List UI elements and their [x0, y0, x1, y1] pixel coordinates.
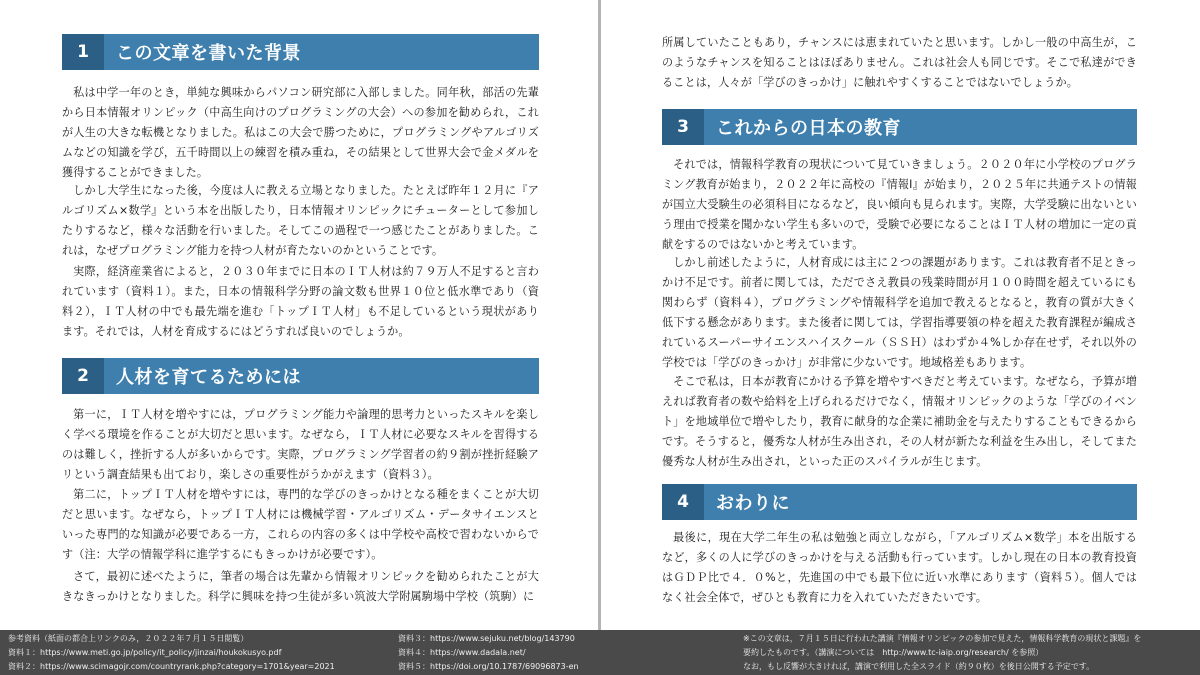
reference-2: 資料２：https://www.scimagojr.com/countryrank.php?category=1701&year=2021	[8, 662, 335, 671]
section-2-title: 人材を育てるためには	[116, 367, 301, 388]
section-1-header	[62, 34, 539, 70]
references-column-1	[8, 632, 388, 674]
paragraph: それでは，情報科学教育の現状について見ていきましょう。２０２０年に小学校のプログラミング教育が始まり，２０２２年に高校の『情報Ⅰ』が始まり，２０２５年に共通テストの情報が国立大受験生の必須科目になるなど，良い傾向も見られます。実際，大学受験に出ないという理由で授業を聞かない学生も多いので，受験で必要になることはＩＴ人材の増加に一定の貢献をするのではないかと考えています。	[662, 158, 1137, 251]
paragraph: 第一に，ＩＴ人材を増やすには，プログラミング能力や論理的思考力といったスキルを楽しく学べる環境を作ることが大切だと思います。なぜなら，ＩＴ人材に必要なスキルを習得するのは難しく，挫折する人が多いからです。実際，プログラミング学習者の約９割が挫折経験アリという調査結果も出ており，楽しさの重要性がうかがえます（資料３）。	[62, 408, 539, 481]
section-3-title: これからの日本の教育	[716, 118, 901, 139]
footer-note	[743, 632, 1193, 674]
section-4-number: 4	[662, 484, 704, 520]
section-2-header	[62, 358, 539, 394]
reference-4: 資料４：https://www.dadala.net/	[398, 648, 526, 657]
paragraph: しかし大学生になった後，今度は人に教える立場となりました。たとえば昨年１２月に『アルゴリズム×数学』という本を出版したり，日本情報オリンピックにチューターとして参加したりするなど，様々な活動を行いました。そしてこの過程で一つ感じたことがありました。これは，なぜプログラミング能力を持つ人材が育たないのかということです。	[62, 184, 539, 257]
section-4-header	[662, 484, 1137, 520]
paragraph: 実際，経済産業省によると，２０３０年までに日本のＩＴ人材は約７９万人不足すると言われています（資料１）。また，日本の情報科学分野の論文数も世界１０位と低水準であり（資料２），ＩＴ人材の中でも最先端を進む「トップＩＴ人材」も不足しているという現状があります。それでは，人材を育成するにはどうすれば良いのでしょうか。	[62, 265, 539, 338]
note-line-3: なお，もし反響が大きければ，講演で利用した全スライド（約９０枚）を後日公開する予定です。	[743, 662, 1095, 671]
note-line-1: ※この文章は，７月１５日に行われた講演『情報オリンピックの参加で見えた，情報科学教育の現状と課題』を	[743, 634, 1142, 643]
paragraph: さて，最初に述べたように，筆者の場合は先輩から情報オリンピックを勧められたことが大きなきっかけとなりました。科学に興味を持つ生徒が多い筑波大学附属駒場中学校（筑駒）に	[62, 570, 539, 603]
reference-1: 資料１：https://www.meti.go.jp/policy/it_policy/jinzai/houkokusyo.pdf	[8, 648, 282, 657]
section-4-title: おわりに	[716, 493, 790, 514]
paragraph: 私は中学一年のとき，単純な興味からパソコン研究部に入部しました。同年秋，部活の先輩から日本情報オリンピック（中高生向けのプログラミングの大会）への参加を勧められ，これが人生の大きな転機となりました。私はこの大会で勝つために，プログラミングやアルゴリズムなどの知識を学び，五千時間以上の練習を積み重ね，その結果として世界大会で金メダルを獲得することができました。	[62, 86, 539, 179]
section-3-number: 3	[662, 109, 704, 145]
section-2-number: 2	[62, 358, 104, 394]
footer-references	[0, 630, 1200, 675]
paragraph: そこで私は，日本が教育にかける予算を増やすべきだと考えています。なぜなら，予算が増えれば教育者の数や給料を上げられるだけでなく，情報オリンピックのような「学びのイベント」を地域単位で増やしたり，教育に献身的な企業に補助金を与えたりすることもできるからです。そうすると，優秀な人材が生み出され，その人材が新たな利益を生み出し，そしてまた優秀な人材が生み出され，といった正のスパイラルが生じます。	[662, 375, 1137, 468]
references-column-2	[398, 632, 728, 674]
reference-3: 資料３：https://www.sejuku.net/blog/143790	[398, 634, 575, 643]
paragraph: 最後に，現在大学二年生の私は勉強と両立しながら，「アルゴリズム×数学」本を出版するなど，多くの人に学びのきっかけを与える活動も行っています。しかし現在の日本の教育投資はＧＤＰ比で４．０%と，先進国の中でも最下位に近い水準にあります（資料５）。個人ではなく社会全体で，ぜひとも教育に力を入れていただきたいです。	[662, 531, 1137, 604]
paragraph: しかし前述したように，人材育成には主に２つの課題があります。これは教育者不足ときっかけ不足です。前者に関しては，ただでさえ教員の残業時間が月１００時間を超えているにも関わらず（資料４），プログラミングや情報科学を追加で教えるとなると，教育の質が大きく低下する懸念があります。また後者に関しては，学習指導要領の枠を超えた教育課程が編成されているスーパーサイエンスハイスクール（ＳＳＨ）はわずか４%しか存在せず，それ以外の学校では「学びのきっかけ」が非常に少ないです。地域格差もあります。	[662, 256, 1137, 369]
page-divider	[598, 0, 601, 630]
section-3-header	[662, 109, 1137, 145]
note-line-2: 要約したものです。（講演については http://www.tc-iaip.org/research/ を参照）	[743, 648, 1044, 657]
references-title: 参考資料（紙面の都合上リンクのみ，２０２２年７月１５日閲覧）	[8, 634, 249, 643]
reference-5: 資料５：https://doi.org/10.1787/69096873-en	[398, 662, 579, 671]
paragraph-continued: 所属していたこともあり，チャンスには恵まれていたと思います。しかし一般の中高生が，このようなチャンスを知ることはほぼありません。これは社会人も同じです。そこで私達ができることは，人々が「学びのきっかけ」に触れやすくすることではないでしょうか。	[662, 36, 1137, 89]
section-1-number: 1	[62, 34, 104, 70]
section-1-title: この文章を書いた背景	[116, 43, 301, 64]
paragraph: 第二に，トップＩＴ人材を増やすには，専門的な学びのきっかけとなる種をまくことが大切だと思います。なぜなら，トップＩＴ人材には機械学習・アルゴリズム・データサイエンスといった専門的な知識が必要である一方，これらの内容の多くは中学校や高校で習わないからです（注：大学の情報学科に進学するにもきっかけが必要です）。	[62, 488, 539, 561]
